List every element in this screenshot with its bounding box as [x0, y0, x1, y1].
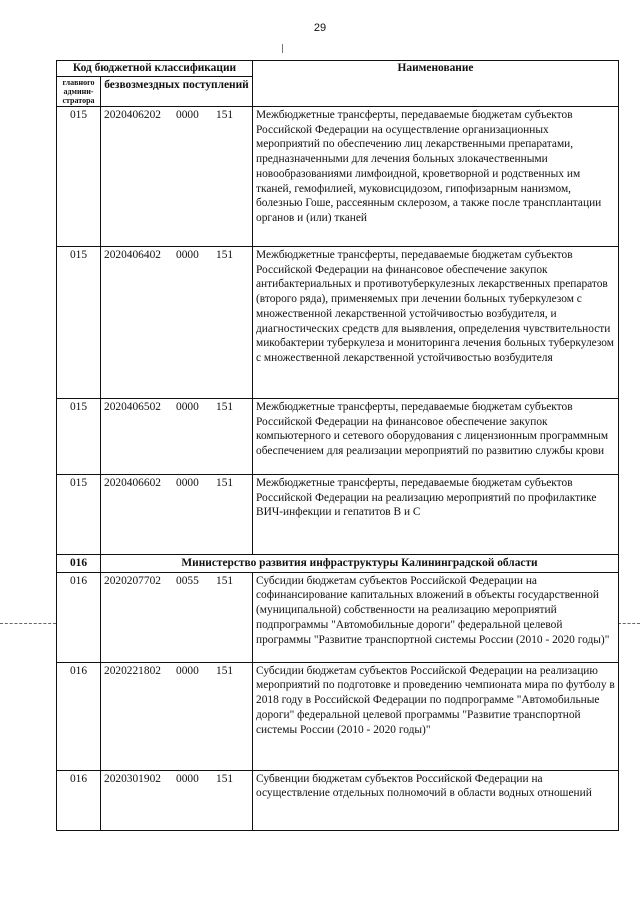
page-number: 29 [313, 22, 327, 34]
row-name: Субсидии бюджетам субъектов Российской Федерации на софинансирование капитальных вложений в объекты государственной (муниципальной) собственности на реализацию мероприятий подпрограммы "Автомобильные дороги" федеральной целевой программы "Развитие транспортной системы России (2010 - 2020 годы)" [253, 572, 619, 662]
budget-classification-table [56, 60, 619, 831]
admin-code: 015 [57, 107, 101, 247]
admin-code: 016 [57, 662, 101, 770]
table-row [57, 475, 619, 555]
admin-code: 015 [57, 399, 101, 475]
row-name: Субсидии бюджетам субъектов Российской Федерации на реализацию мероприятий по подготовке и проведению чемпионата мира по футболу в 2018 году в Российской Федерации по подпрограмме "Автомобильные дороги" федеральной целевой программы "Развитие транспортной системы России (2010 - 2020 годы)" [253, 662, 619, 770]
header-budget-code: Код бюджетной классификации [57, 61, 253, 77]
classification-code: 2020406502 0000 151 [101, 399, 253, 475]
header-admin: главного админи-стратора [57, 77, 101, 107]
section-title: Министерство развития инфраструктуры Калининградской области [101, 555, 619, 573]
row-name: Межбюджетные трансферты, передаваемые бюджетам субъектов Российской Федерации на финансовое обеспечение закупок антибактериальных и противотуберкулезных лекарственных препаратов (второго ряда), применяемых при лечении больных туберкулезом с множественной лекарственной устойчивостью возбудителя, и диагностических средств для выявления, определения чувствительности микобактерии туберкулеза и мониторинга лечения больных туберкулезом с множественной лекарственной устойчивостью возбудителя [253, 247, 619, 399]
section-row [57, 555, 619, 573]
row-name: Межбюджетные трансферты, передаваемые бюджетам субъектов Российской Федерации на финансовое обеспечение закупок компьютерного и сетевого оборудования с лицензионным программным обеспечением для реализации мероприятий по развитию службы крови [253, 399, 619, 475]
classification-code: 2020406602 0000 151 [101, 475, 253, 555]
table-row [57, 572, 619, 662]
section-admin-code: 016 [57, 555, 101, 573]
table-row [57, 770, 619, 830]
header-receipts: безвозмездных поступлений [101, 77, 253, 107]
classification-code: 2020207702 0055 151 [101, 572, 253, 662]
admin-code: 015 [57, 247, 101, 399]
scan-artifact-left [0, 623, 56, 624]
scan-mark [282, 44, 283, 53]
classification-code: 2020301902 0000 151 [101, 770, 253, 830]
table-row [57, 247, 619, 399]
classification-code: 2020406202 0000 151 [101, 107, 253, 247]
admin-code: 016 [57, 572, 101, 662]
table-row [57, 399, 619, 475]
table-row [57, 107, 619, 247]
row-name: Межбюджетные трансферты, передаваемые бюджетам субъектов Российской Федерации на осуществление организационных мероприятий по обеспечению лиц лекарственными препаратами, предназначенными для лечения больных злокачественными новообразованиями лимфоидной, кроветворной и родственных им тканей, гемофилией, муковисцидозом, гипофизарным нанизмом, болезнью Гоше, рассеянным склерозом, а также после трансплантации органов и (или) тканей [253, 107, 619, 247]
row-name: Субвенции бюджетам субъектов Российской Федерации на осуществление отдельных полномочий в области водных отношений [253, 770, 619, 830]
header-row-1 [57, 61, 619, 77]
row-name: Межбюджетные трансферты, передаваемые бюджетам субъектов Российской Федерации на реализацию мероприятий по профилактике ВИЧ-инфекции и гепатитов В и С [253, 475, 619, 555]
table-row [57, 662, 619, 770]
classification-code: 2020406402 0000 151 [101, 247, 253, 399]
classification-code: 2020221802 0000 151 [101, 662, 253, 770]
admin-code: 015 [57, 475, 101, 555]
header-name: Наименование [253, 61, 619, 107]
scan-artifact-right [618, 623, 640, 624]
admin-code: 016 [57, 770, 101, 830]
